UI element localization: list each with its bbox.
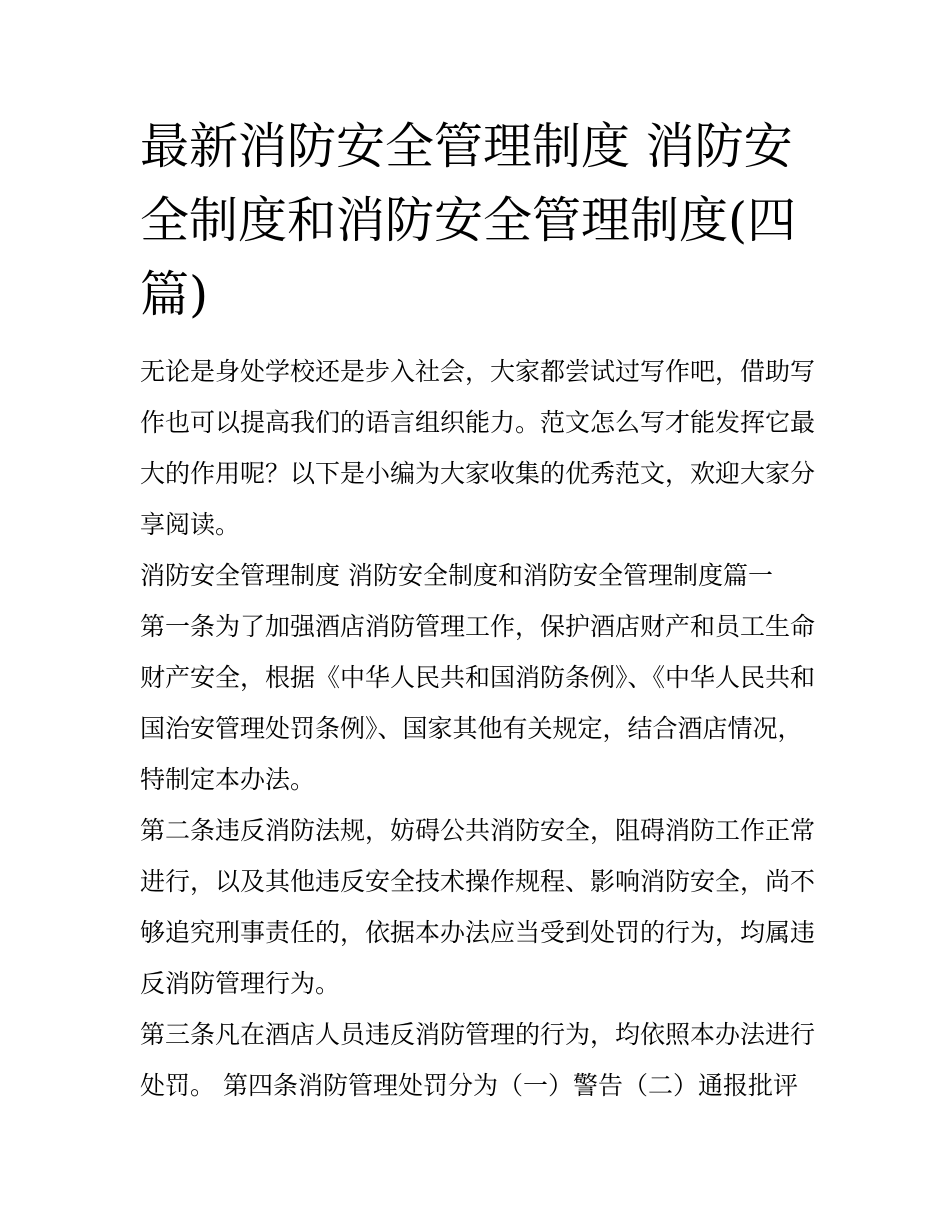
intro-paragraph: 无论是身处学校还是步入社会，大家都尝试过写作吧，借助写作也可以提高我们的语言组织能力。范文怎么写才能发挥它最大的作用呢？以下是小编为大家收集的优秀范文，欢迎大家分享阅读。 — [140, 357, 816, 539]
document-body — [140, 110, 820, 1111]
section-heading: 消防安全管理制度 消防安全制度和消防安全管理制度篇一 — [140, 561, 773, 590]
article-2-paragraph: 第二条违反消防法规，妨碍公共消防安全，阻碍消防工作正常进行，以及其他违反安全技术操作规程、影响消防安全，尚不够追究刑事责任的，依据本办法应当受到处罚的行为，均属违反消防管理行为。 — [140, 816, 816, 998]
article-3-4-paragraph: 第三条凡在酒店人员违反消防管理的行为，均依照本办法进行处罚。 第四条消防管理处罚分为（一）警告（二）通报批评 — [140, 1020, 816, 1100]
document-title: 最新消防安全管理制度 消防安全制度和消防安全管理制度(四篇) — [140, 118, 797, 323]
article-1-paragraph: 第一条为了加强酒店消防管理工作，保护酒店财产和员工生命财产安全，根据《中华人民共和国消防条例》、《中华人民共和国治安管理处罚条例》、国家其他有关规定，结合酒店情况，特制定本办法。 — [140, 612, 816, 794]
